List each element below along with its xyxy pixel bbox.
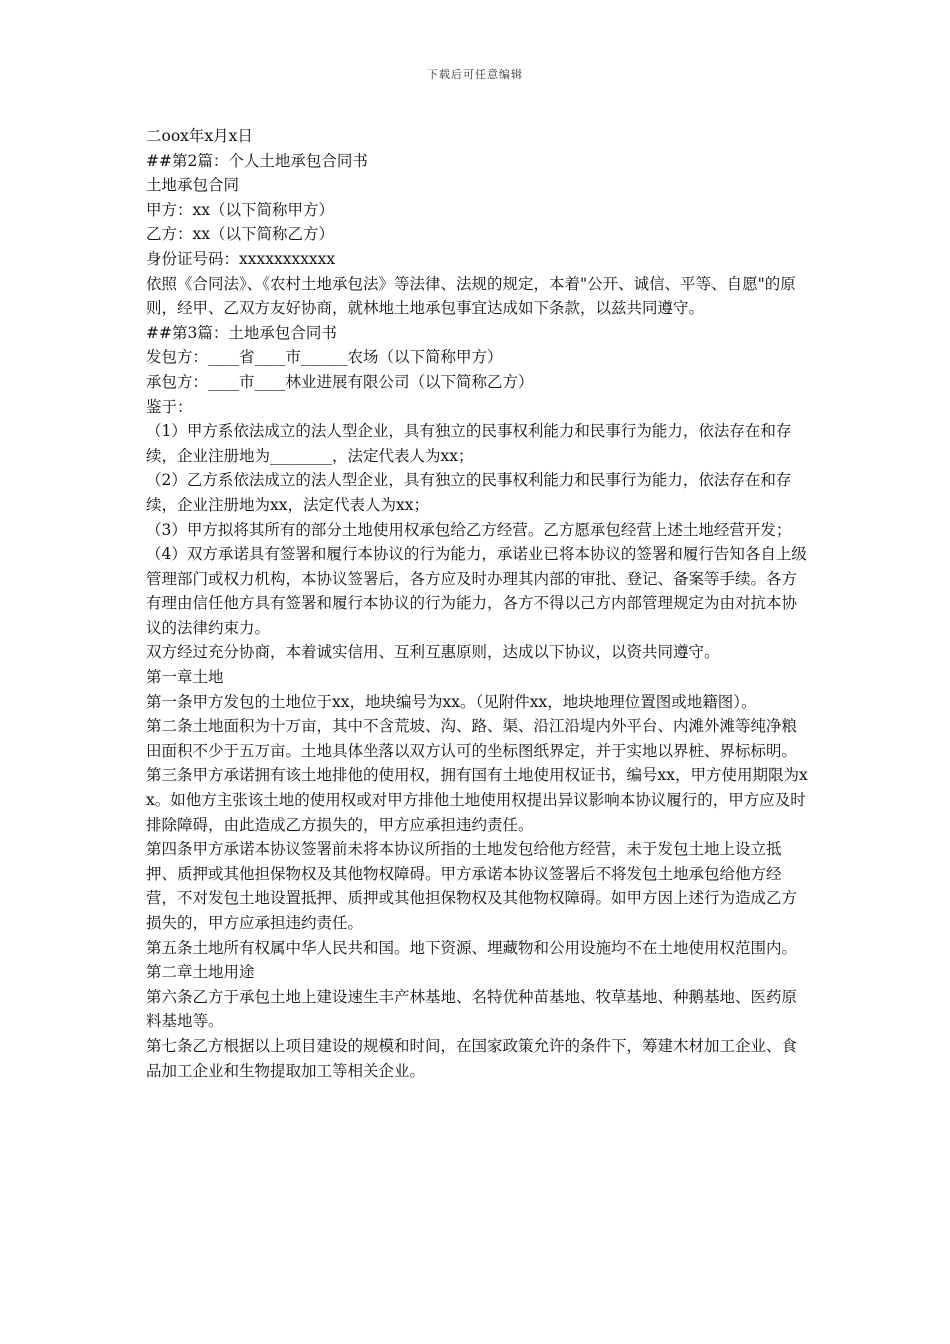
contracting-party: 发包方：____省____市______农场（以下简称甲方）: [146, 348, 503, 367]
whereas-item: （4）双方承诺具有签署和履行本协议的行为能力，承诺业已将本协议的签署和履行告知各自上级管理部门或权力机构，本协议签署后，各方应及时办理其内部的审批、登记、备案等手续。各方有理由信任他方具有签署和履行本协议的行为能力，各方不得以己方内部管理规定为由对抗本协议的法律约束力。: [146, 545, 807, 637]
contractor-party: 承包方：____市____林业进展有限公司（以下简称乙方）: [146, 372, 534, 391]
contract-title: 土地承包合同: [146, 176, 240, 195]
article-paragraph: 第七条乙方根据以上项目建设的规模和时间，在国家政策允许的条件下，筹建木材加工企业、食品加工企业和生物提取加工等相关企业。: [146, 1036, 798, 1080]
party-a: 甲方：xx（以下简称甲方）: [146, 200, 334, 219]
article-paragraph: 第三条甲方承诺拥有该土地排他的使用权，拥有国有土地使用权证书，编号xx，甲方使用期限为xx。如他方主张该土地的使用权或对甲方排他土地使用权提出异议影响本协议履行的，甲方应及时排除障碍，由此造成乙方损失的，甲方应承担违约责任。: [146, 766, 808, 834]
article-paragraph: 第六条乙方于承包土地上建设速生丰产林基地、名特优种苗基地、牧草基地、种鹅基地、医药原料基地等。: [146, 987, 798, 1031]
page-header: 下载后可任意编辑: [427, 68, 523, 81]
whereas-heading: 鉴于：: [146, 397, 193, 416]
article-paragraph: 第二条土地面积为十万亩，其中不含荒坡、沟、路、渠、沿江沿堤内外平台、内滩外滩等纯净粮田面积不少于五万亩。土地具体坐落以双方认可的坐标图纸界定，并于实地以界桩、界标标明。: [146, 717, 798, 760]
article-paragraph: 第四条甲方承诺本协议签署前未将本协议所指的土地发包给他方经营，未于发包土地上设立抵押、质押或其他担保物权及其他物权障碍。甲方承诺本协议签署后不将发包土地承包给他方经营，不对发包土地设置抵押、质押或其他担保物权及其他物权障碍。如甲方因上述行为造成乙方损失的，甲方应承担违约责任。: [146, 840, 798, 932]
chapter-heading: 第一章土地: [146, 668, 224, 687]
section-heading: ##第2篇：个人土地承包合同书: [146, 151, 368, 170]
whereas-item: （1）甲方系依法成立的法人型企业，具有独立的民事权利能力和民事行为能力，依法存在和存续，企业注册地为________，法定代表人为xx；: [146, 422, 792, 465]
agreement-statement: 双方经过充分协商，本着诚实信用、互利互惠原则，达成以下协议，以资共同遵守。: [146, 643, 720, 662]
id-number: 身份证号码：xxxxxxxxxxx: [146, 249, 336, 268]
preamble-paragraph: 依照《合同法》、《农村土地承包法》等法律、法规的规定，本着"公开、诚信、平等、自愿"的原则，经甲、乙双方友好协商，就林地土地承包事宜达成如下条款，以兹共同遵守。: [146, 274, 796, 318]
whereas-item: （2）乙方系依法成立的法人型企业，具有独立的民事权利能力和民事行为能力，依法存在和存续，企业注册地为xx，法定代表人为xx；: [146, 471, 792, 514]
document-body: [146, 124, 808, 1083]
party-b: 乙方：xx（以下简称乙方）: [146, 225, 334, 244]
date-line: 二oox年x月x日: [146, 127, 253, 145]
article-paragraph: 第一条甲方发包的土地位于xx，地块编号为xx。（见附件xx，地块地理位置图或地籍图）。: [146, 692, 757, 711]
whereas-item: （3）甲方拟将其所有的部分土地使用权承包给乙方经营。乙方愿承包经营上述土地经营开发；: [146, 520, 792, 539]
chapter-heading: 第二章土地用途: [146, 963, 255, 982]
article-paragraph: 第五条土地所有权属中华人民共和国。地下资源、埋藏物和公用设施均不在土地使用权范围内。: [146, 938, 798, 957]
section-heading: ##第3篇：土地承包合同书: [146, 323, 337, 342]
